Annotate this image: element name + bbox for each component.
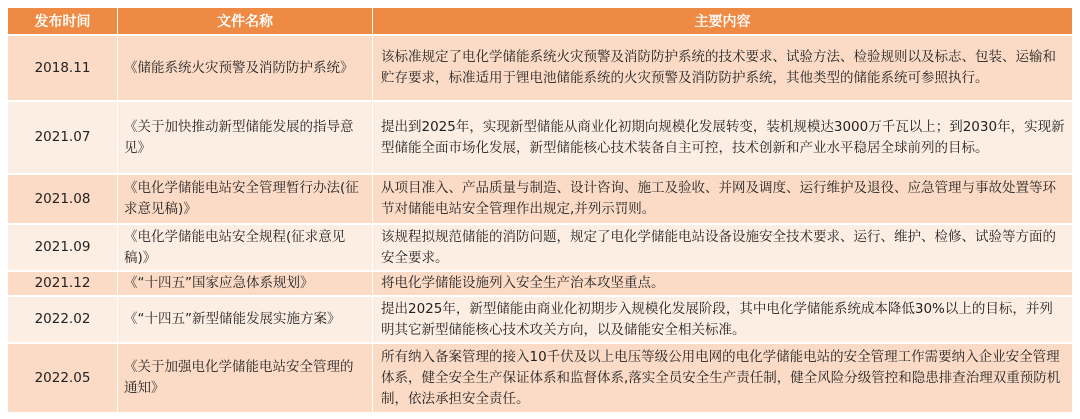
table-row	[8, 342, 1072, 412]
header-date: 发布时间	[8, 8, 118, 34]
header-name: 文件名称	[118, 8, 373, 34]
table-row	[8, 295, 1072, 342]
table-row	[8, 34, 1072, 100]
row-content: 所有纳入备案管理的接入10千伏及以上电压等级公用电网的电化学储能电站的安全管理工作需要纳入企业安全管理体系，健全安全生产保证体系和监督体系,落实全员安全生产责任制，健全风险分级管控和隐患排查治理双重预防机制，依法承担安全责任。	[373, 342, 1072, 412]
row-content: 将电化学储能设施列入安全生产治本攻坚重点。	[373, 270, 1072, 295]
table-row	[8, 173, 1072, 223]
table-row	[8, 100, 1072, 173]
table-row	[8, 223, 1072, 270]
row-name: 《“十四五”新型储能发展实施方案》	[118, 295, 373, 342]
row-content: 该标准规定了电化学储能系统火灾预警及消防防护系统的技术要求、试验方法、检验规则以及标志、包装、运输和贮存要求，标准适用于锂电池储能系统的火灾预警及消防防护系统，其他类型的储能系统可参照执行。	[373, 34, 1072, 100]
row-content: 从项目准入、产品质量与制造、设计咨询、施工及验收、并网及调度、运行维护及退役、应急管理与事故处置等环节对储能电站安全管理作出规定,并列示罚则。	[373, 173, 1072, 223]
row-name: 《电化学储能电站安全规程(征求意见稿)》	[118, 223, 373, 270]
row-date: 2021.09	[8, 223, 118, 270]
table-row	[8, 270, 1072, 295]
table-body	[8, 34, 1072, 412]
row-content: 该规程拟规范储能的消防问题，规定了电化学储能电站设备设施安全技术要求、运行、维护、检修、试验等方面的安全要求。	[373, 223, 1072, 270]
table-header	[8, 8, 1072, 34]
row-name: 《电化学储能电站安全管理暂行办法(征求意见稿)》	[118, 173, 373, 223]
row-date: 2021.07	[8, 100, 118, 173]
row-name: 《关于加快推动新型储能发展的指导意见》	[118, 100, 373, 173]
policy-table-container	[8, 8, 1072, 412]
row-name: 《关于加强电化学储能电站安全管理的通知》	[118, 342, 373, 412]
row-content: 提出2025年，新型储能由商业化初期步入规模化发展阶段，其中电化学储能系统成本降低30%以上的目标，并列明其它新型储能核心技术攻关方向，以及储能安全相关标准。	[373, 295, 1072, 342]
header-row	[8, 8, 1072, 34]
row-name: 《“十四五”国家应急体系规划》	[118, 270, 373, 295]
policy-table	[8, 8, 1072, 412]
row-name: 《储能系统火灾预警及消防防护系统》	[118, 34, 373, 100]
header-content: 主要内容	[373, 8, 1072, 34]
row-date: 2022.02	[8, 295, 118, 342]
row-date: 2022.05	[8, 342, 118, 412]
row-date: 2021.08	[8, 173, 118, 223]
row-date: 2021.12	[8, 270, 118, 295]
row-content: 提出到2025年，实现新型储能从商业化初期向规模化发展转变，装机规模达3000万千瓦以上；到2030年，实现新型储能全面市场化发展，新型储能核心技术装备自主可控，技术创新和产业水平稳居全球前列的目标。	[373, 100, 1072, 173]
row-date: 2018.11	[8, 34, 118, 100]
